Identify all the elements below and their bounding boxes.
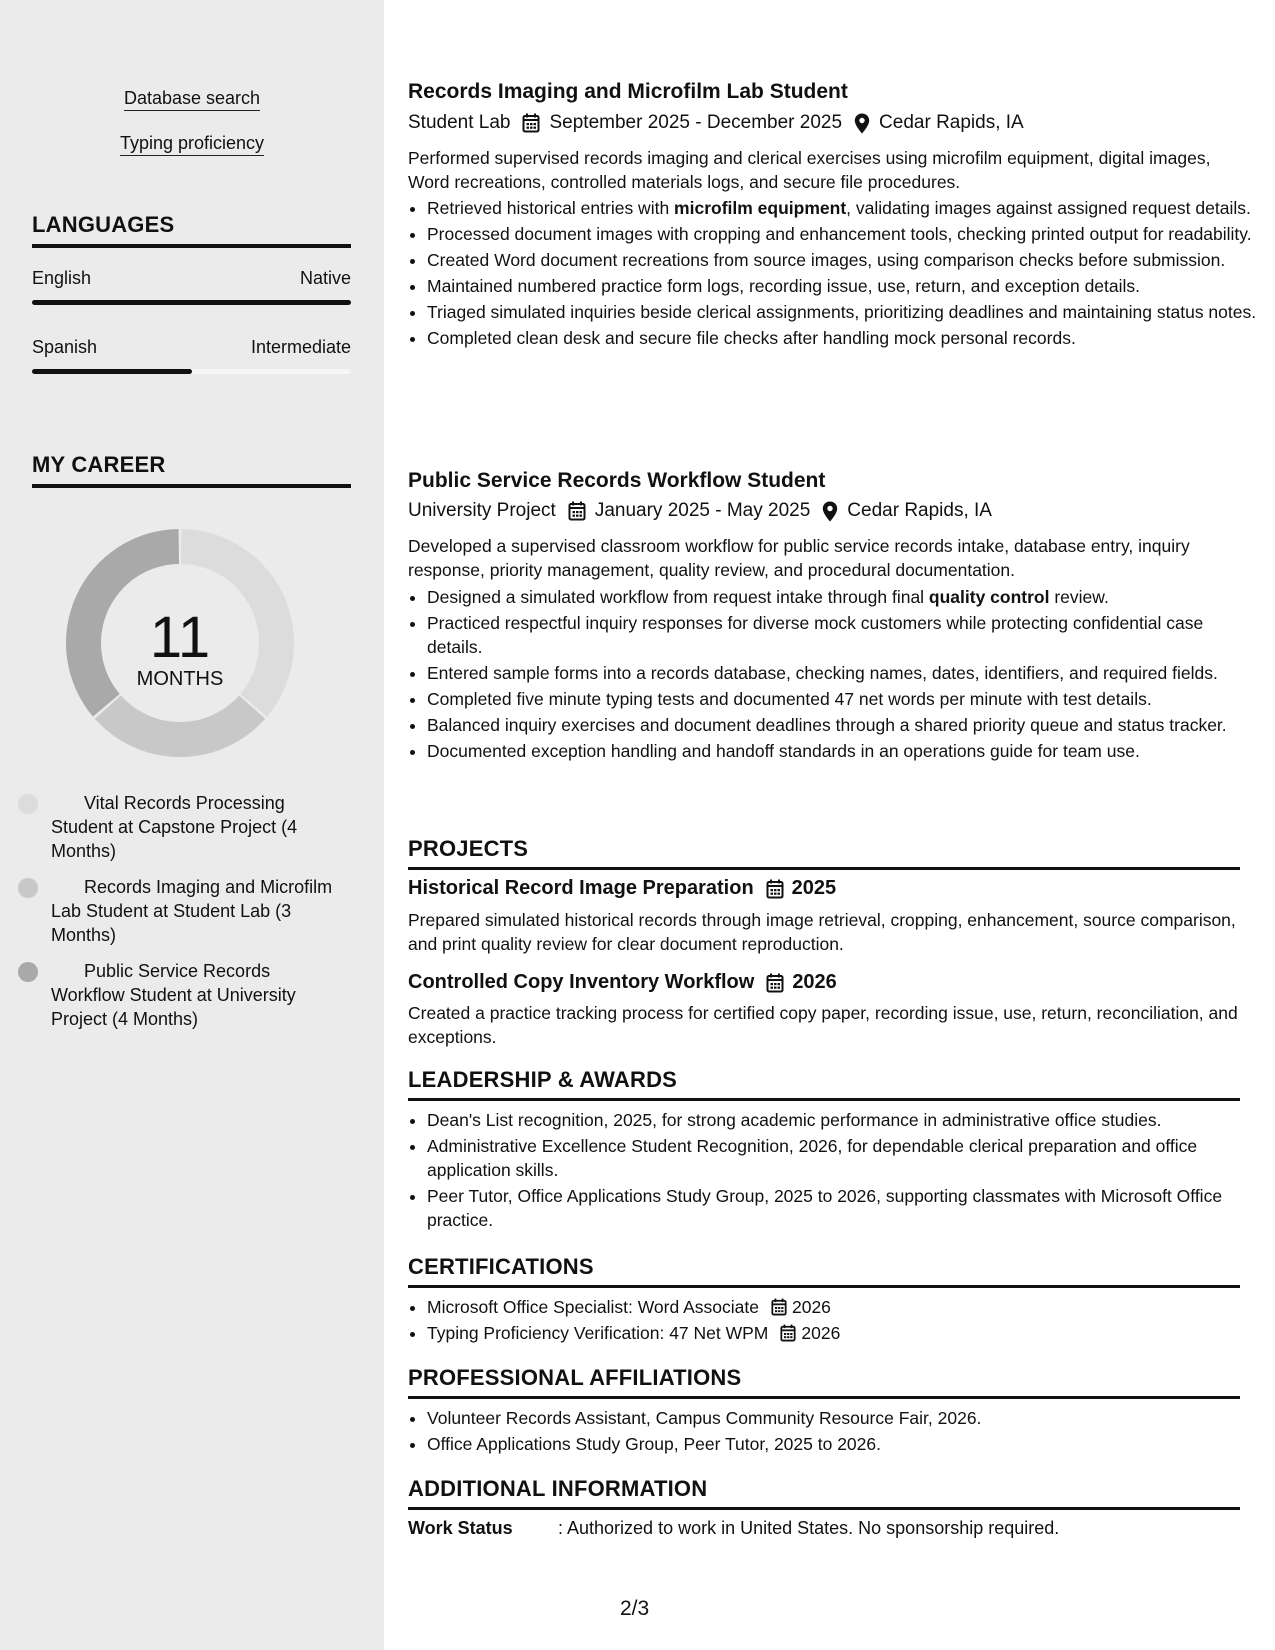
leadership-heading: LEADERSHIP & AWARDS: [408, 1067, 1240, 1101]
location-pin-icon: [854, 113, 870, 134]
job-summary: Performed supervised records imaging and clerical exercises using microfilm equipment, digital images, Word recreations, controlled materials logs, and secure file procedures.: [408, 148, 1211, 192]
job-location: Cedar Rapids, IA: [879, 112, 1024, 133]
job-org: Student Lab: [408, 112, 511, 133]
job-dates: September 2025 - December 2025: [549, 112, 843, 133]
list-item: • Triaged simulated inquiries beside clerical assignments, prioritizing deadlines and maintaining status notes.: [427, 300, 1259, 324]
project-year: 2025: [791, 877, 837, 899]
language-name: English: [32, 268, 92, 288]
certifications-list: [408, 1295, 1259, 1347]
calendar-icon: [766, 879, 784, 899]
career-legend-item: Vital Records Processing Student at Capstone Project (4 Months): [51, 791, 336, 863]
calendar-icon: [766, 973, 784, 993]
job-org: University Project: [408, 500, 556, 521]
list-item: • Administrative Excellence Student Recognition, 2026, for dependable clerical preparation and office application skills.: [427, 1134, 1259, 1182]
career-legend: [51, 791, 336, 1043]
affiliations-heading: PROFESSIONAL AFFILIATIONS: [408, 1365, 1240, 1399]
list-item: • Completed clean desk and secure file checks after handling mock personal records.: [427, 326, 1259, 350]
list-item: • Documented exception handling and handoff standards in an operations guide for team use.: [427, 739, 1259, 763]
skill-typing-proficiency: Typing proficiency: [0, 133, 384, 154]
sidebar: [0, 0, 384, 1650]
page-number: 2/3: [620, 1597, 650, 1620]
language-name: Spanish: [32, 337, 98, 357]
certifications-heading: CERTIFICATIONS: [408, 1254, 1240, 1288]
project-title: Controlled Copy Inventory Workflow 2026: [408, 971, 837, 993]
calendar-icon: [780, 1324, 796, 1342]
legend-dot: [18, 962, 38, 982]
career-donut-chart: [60, 523, 300, 763]
job-title: Records Imaging and Microfilm Lab Student: [408, 80, 848, 103]
project-title: Historical Record Image Preparation 2025: [408, 877, 837, 899]
projects-heading: PROJECTS: [408, 836, 1240, 870]
project-year: 2026: [792, 971, 837, 993]
list-item: • Office Applications Study Group, Peer Tutor, 2025 to 2026.: [427, 1432, 1259, 1456]
calendar-icon: [771, 1298, 787, 1316]
location-pin-icon: [822, 501, 838, 522]
job-title: Public Service Records Workflow Student: [408, 469, 826, 492]
leadership-list: [408, 1108, 1259, 1234]
language-bar-fill: [32, 300, 351, 305]
career-legend-item: Public Service Records Workflow Student at University Project (4 Months): [51, 959, 336, 1031]
career-total-value: 11: [149, 605, 211, 670]
list-item: • Typing Proficiency Verification: 47 Net WPM 2026: [427, 1321, 1259, 1345]
job-location: Cedar Rapids, IA: [847, 500, 992, 521]
list-item: • Retrieved historical entries with microfilm equipment, validating images against assigned request details.: [427, 196, 1259, 220]
legend-dot: [18, 794, 38, 814]
language-bar-english: [32, 300, 351, 305]
cert-year: 2026: [791, 1297, 831, 1317]
skill-database-search: Database search: [0, 88, 384, 109]
career-total-unit: MONTHS: [136, 668, 224, 690]
career-legend-item: Records Imaging and Microfilm Lab Student at Student Lab (3 Months): [51, 875, 336, 947]
list-item: • Designed a simulated workflow from request intake through final quality control review.: [427, 585, 1259, 609]
job-bullets: [408, 196, 1259, 352]
list-item: • Entered sample forms into a records database, checking names, dates, identifiers, and required fields.: [427, 661, 1259, 685]
career-heading: MY CAREER: [32, 452, 351, 488]
language-level: Native: [299, 268, 351, 288]
list-item: • Maintained numbered practice form logs, recording issue, use, return, and exception details.: [427, 274, 1259, 298]
calendar-icon: [522, 113, 540, 133]
project-description: Prepared simulated historical records through image retrieval, cropping, enhancement, source comparison, and print quality review for clear document reproduction.: [408, 910, 1236, 954]
job-meta: [408, 112, 1024, 134]
list-item: • Balanced inquiry exercises and document deadlines through a shared priority queue and status tracker.: [427, 713, 1259, 737]
language-row-english: [32, 268, 351, 289]
language-level: Intermediate: [250, 337, 351, 357]
affiliations-list: [408, 1406, 1259, 1458]
list-item: • Volunteer Records Assistant, Campus Community Resource Fair, 2026.: [427, 1406, 1259, 1430]
legend-dot: [18, 878, 38, 898]
work-status-value: : Authorized to work in United States. No sponsorship required.: [558, 1518, 1060, 1538]
donut-segment: [95, 695, 265, 757]
work-status-label: Work Status: [408, 1518, 513, 1538]
job-dates: January 2025 - May 2025: [594, 500, 811, 521]
list-item: • Dean's List recognition, 2025, for strong academic performance in administrative office studies.: [427, 1108, 1259, 1132]
list-item: • Microsoft Office Specialist: Word Associate 2026: [427, 1295, 1259, 1319]
job-meta: [408, 500, 992, 522]
list-item: • Processed document images with cropping and enhancement tools, checking printed output for readability.: [427, 222, 1259, 246]
project-description: Created a practice tracking process for certified copy paper, recording issue, use, return, reconciliation, and exceptions.: [408, 1003, 1238, 1047]
job-bullets: [408, 585, 1259, 765]
job-summary: Developed a supervised classroom workflow for public service records intake, database entry, inquiry response, priority management, quality review, and procedural documentation.: [408, 536, 1190, 580]
language-row-spanish: [32, 337, 351, 358]
list-item: • Completed five minute typing tests and documented 47 net words per minute with test details.: [427, 687, 1259, 711]
language-bar-spanish: [32, 369, 351, 374]
cert-year: 2026: [801, 1323, 841, 1343]
list-item: • Practiced respectful inquiry responses for diverse mock customers while protecting confidential case details.: [427, 611, 1259, 659]
calendar-icon: [568, 501, 586, 521]
additional-info-heading: ADDITIONAL INFORMATION: [408, 1476, 1240, 1510]
list-item: • Created Word document recreations from source images, using comparison checks before submission.: [427, 248, 1259, 272]
work-status-row: [408, 1518, 1059, 1539]
languages-heading: LANGUAGES: [32, 212, 351, 248]
list-item: • Peer Tutor, Office Applications Study Group, 2025 to 2026, supporting classmates with Microsoft Office practice.: [427, 1184, 1259, 1232]
language-bar-fill: [32, 369, 192, 374]
